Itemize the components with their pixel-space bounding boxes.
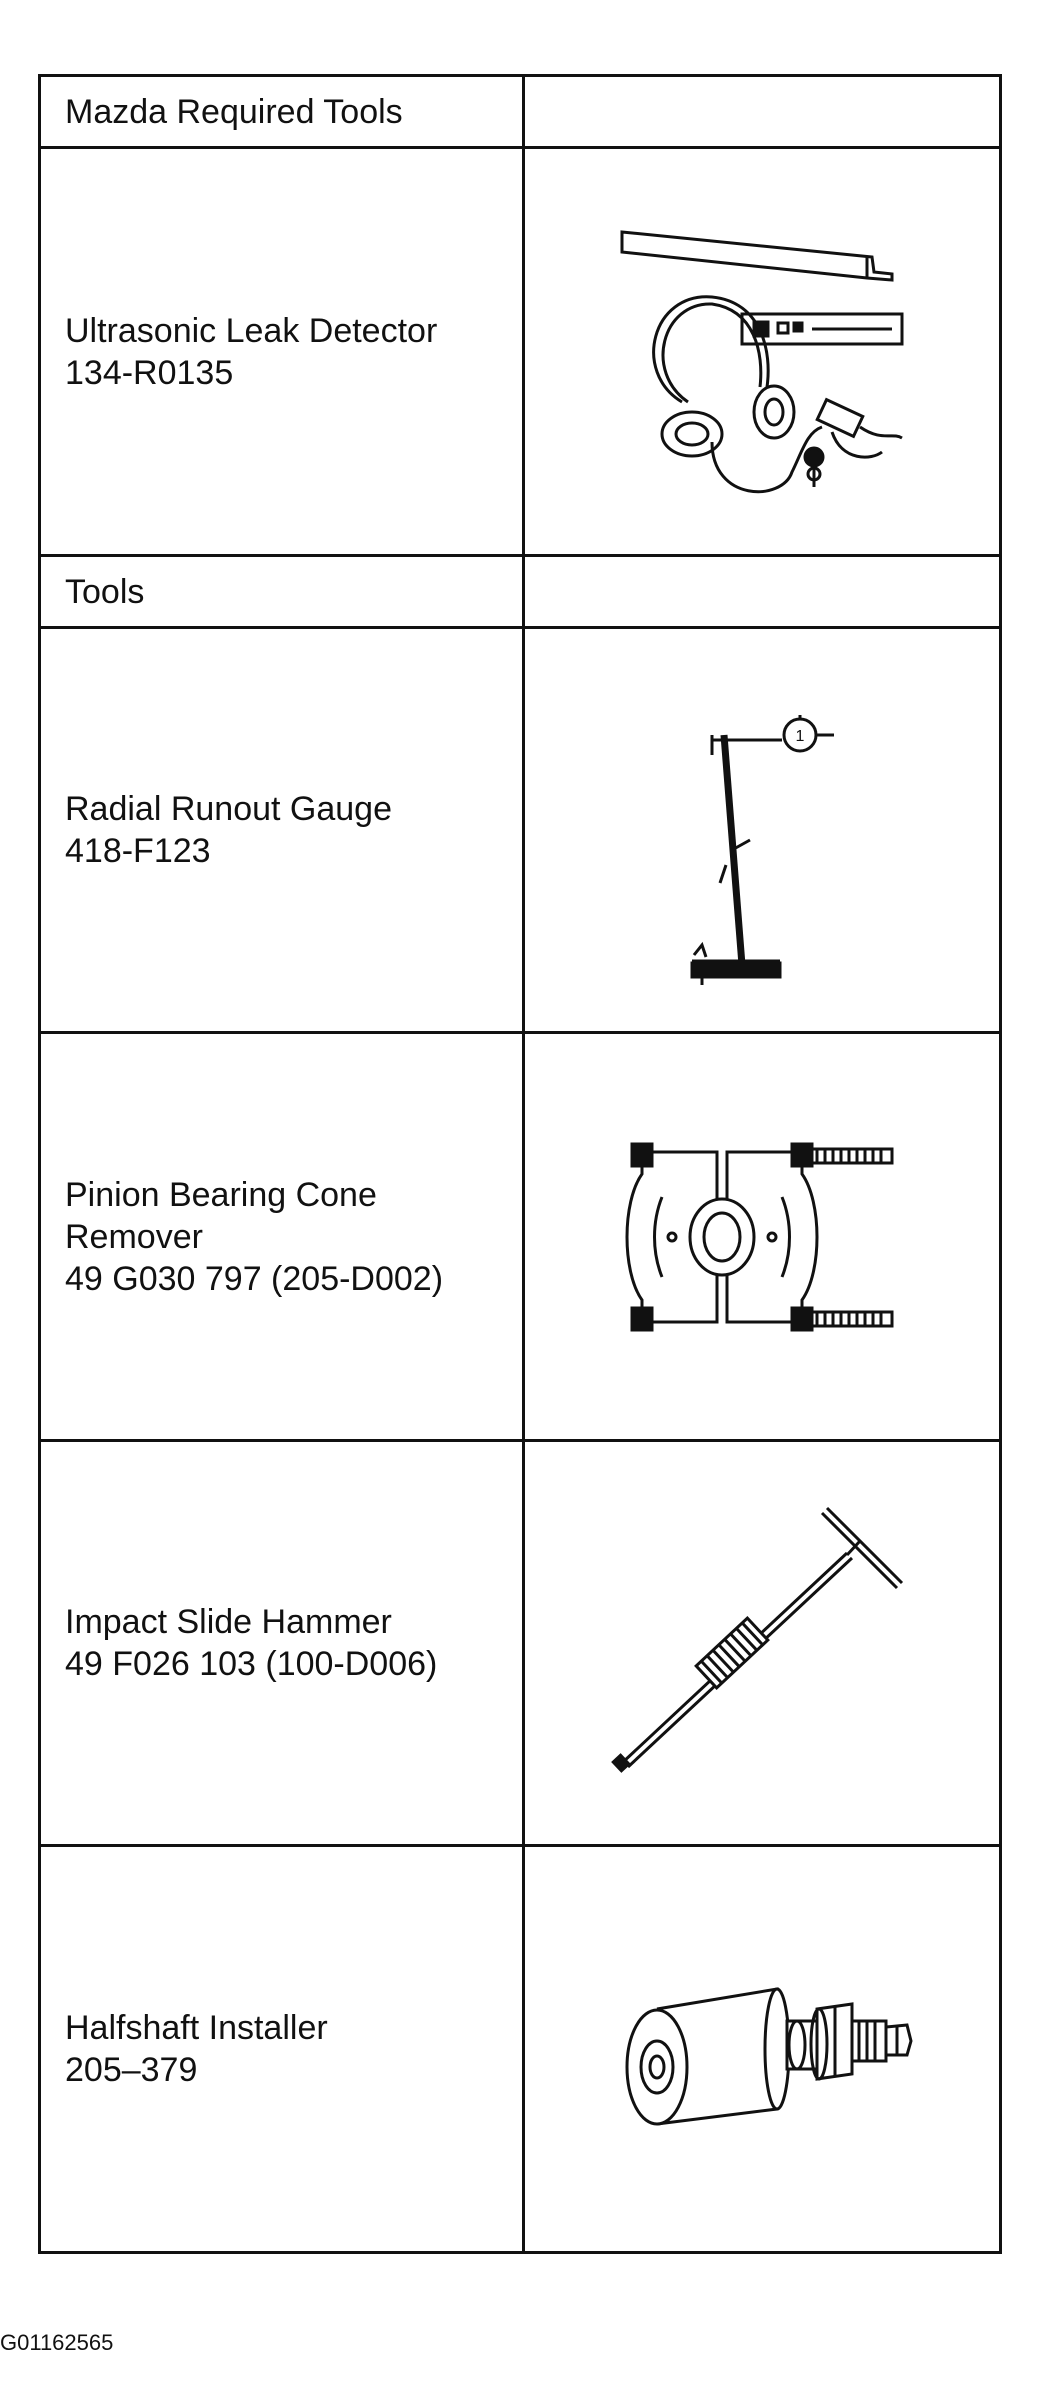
tool-row <box>41 1442 999 1847</box>
tool-row <box>41 1034 999 1442</box>
slide-hammer-icon <box>602 1493 922 1793</box>
section-header-tools <box>41 557 999 629</box>
section-header-mazda <box>41 77 999 149</box>
tool-name: Ultrasonic Leak Detector <box>65 311 438 350</box>
section-title: Mazda Required Tools <box>41 77 525 146</box>
tool-part-number: 205–379 <box>65 2051 198 2089</box>
bearing-puller-icon <box>622 1122 902 1352</box>
tool-name: Pinion Bearing Cone Remover <box>65 1175 377 1256</box>
tool-name: Impact Slide Hammer <box>65 1603 392 1641</box>
tool-row <box>41 149 999 557</box>
figure-code: G01162565 <box>0 2330 114 2355</box>
section-title: Tools <box>41 557 525 626</box>
tool-part-number: 49 F026 103 (100-D006) <box>65 1645 438 1683</box>
halfshaft-installer-icon <box>597 1949 927 2149</box>
svg-text:1: 1 <box>795 728 805 745</box>
tools-table <box>38 74 1002 2254</box>
tool-part-number: 418-F123 <box>65 832 211 870</box>
ultrasonic-leak-detector-icon <box>592 202 932 502</box>
tool-name: Halfshaft Installer <box>65 2009 328 2047</box>
radial-runout-gauge-icon <box>662 665 862 995</box>
tool-part-number: 49 G030 797 (205-D002) <box>65 1259 444 1298</box>
tool-name: Radial Runout Gauge <box>65 790 393 828</box>
tool-part-number: 134-R0135 <box>65 353 234 392</box>
tool-row <box>41 629 999 1034</box>
tool-row <box>41 1847 999 2251</box>
